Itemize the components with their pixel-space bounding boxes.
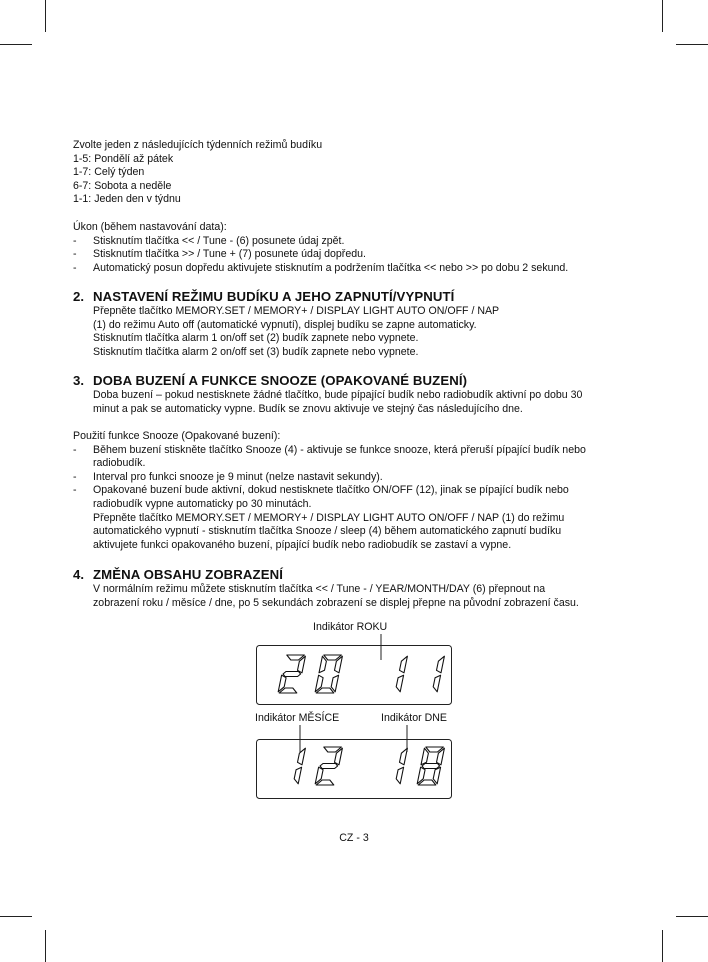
- lcd-digit: [417, 747, 444, 785]
- lcd-segment-b: [400, 748, 408, 765]
- text-line: 1-7: Celý týden: [73, 166, 145, 179]
- text-line: 1-1: Jeden den v týdnu: [73, 193, 181, 206]
- text-line: zobrazení roku / měsíce / dne, po 5 sekundách zobrazení se displej přepne na původní zobrazení času.: [93, 596, 579, 609]
- text-line: Přepněte tlačítko MEMORY.SET / MEMORY+ / DISPLAY LIGHT AUTO ON/OFF / NAP (1) do režimu: [93, 511, 565, 524]
- month-indicator-label: Indikátor MĚSÍCE: [255, 712, 340, 724]
- lcd-segment-c: [396, 675, 403, 692]
- list-item: - Stisknutím tlačítka << / Tune - (6) posunete údaj zpět.: [73, 234, 345, 247]
- lcd-segment-e: [315, 767, 323, 784]
- text-line: Úkon (během nastavování data):: [73, 221, 227, 233]
- lcd-segment-c: [433, 675, 440, 692]
- lcd-segment-c: [331, 675, 338, 692]
- text-line: Přepněte tlačítko MEMORY.SET / MEMORY+ / DISPLAY LIGHT AUTO ON/OFF / NAP: [93, 305, 500, 317]
- text-line: (1) do režimu Auto off (automatické vypnutí), displej budíku se zapne automaticky.: [93, 318, 477, 331]
- lcd-year-display: [256, 645, 452, 705]
- lcd-digit: [396, 656, 407, 692]
- text-line: aktivujete funkci opakovaného buzení, pípající budík nebo radiobudík se zastaví a vypne.: [93, 538, 512, 551]
- text-line: Použití funkce Snooze (Opakované buzení):: [73, 430, 281, 442]
- list-item: - Interval pro funkci snooze je 9 minut (nelze nastavit sekundy).: [73, 470, 383, 483]
- lcd-digit: [396, 748, 407, 784]
- section-heading: 4. ZMĚNA OBSAHU ZOBRAZENÍ: [73, 567, 283, 582]
- text-line: minut a pak se automaticky vypne. Budík se znovu aktivuje ve stejný čas následujícího dne.: [93, 402, 523, 415]
- list-item: - Během buzení stiskněte tlačítko Snooze (4) - aktivuje se funkce snooze, která přeruší pípající budík nebo: [73, 443, 586, 456]
- year-indicator-label: Indikátor ROKU: [313, 621, 388, 633]
- lcd-segment-b: [335, 656, 343, 673]
- lcd-segment-f: [421, 748, 428, 765]
- text-line: radiobudík vypne automaticky po 30 minutách.: [93, 497, 312, 510]
- lcd-digit: [433, 656, 444, 692]
- lcd-segment-b: [437, 748, 445, 765]
- list-item: - Stisknutím tlačítka >> / Tune + (7) posunete údaj dopředu.: [73, 248, 366, 261]
- lcd-digit: [278, 655, 305, 693]
- lcd-segment-b: [298, 656, 306, 673]
- text-line: Zvolte jeden z následujících týdenních režimů budíku: [73, 139, 323, 151]
- section-heading: 3. DOBA BUZENÍ A FUNKCE SNOOZE (OPAKOVANÉ BUZENÍ): [73, 373, 468, 388]
- lcd-segment-g: [422, 764, 440, 769]
- lcd-segment-b: [400, 656, 408, 673]
- day-indicator-label: Indikátor DNE: [381, 712, 447, 724]
- lcd-month-day-display: [256, 739, 452, 799]
- text-line: radiobudík.: [93, 457, 146, 470]
- lcd-digit: [294, 748, 305, 784]
- lcd-frame: [257, 740, 452, 799]
- lcd-segment-g: [320, 764, 338, 769]
- lcd-segment-e: [315, 675, 323, 692]
- lcd-segment-g: [283, 672, 301, 677]
- page-number: CZ - 3: [339, 832, 369, 844]
- lcd-segment-b: [437, 656, 445, 673]
- text-line: 6-7: Sobota a neděle: [73, 179, 172, 192]
- lcd-segment-b: [335, 748, 343, 765]
- text-line: Stisknutím tlačítka alarm 1 on/off set (2) budík zapnete nebo vypnete.: [93, 332, 419, 345]
- lcd-segment-e: [278, 675, 286, 692]
- lcd-segment-e: [417, 767, 425, 784]
- lcd-segment-b: [298, 748, 306, 765]
- lcd-segment-c: [294, 767, 301, 784]
- text-line: 1-5: Pondělí až pátek: [73, 152, 174, 165]
- lcd-segment-f: [319, 656, 326, 673]
- lcd-frame: [257, 646, 452, 705]
- list-item: - Automatický posun dopředu aktivujete stisknutím a podržením tlačítka << nebo >> po dobu 2 sekund.: [73, 261, 569, 274]
- lcd-segment-c: [396, 767, 403, 784]
- section-heading: 2. NASTAVENÍ REŽIMU BUDÍKU A JEHO ZAPNUTÍ/VYPNUTÍ: [73, 289, 455, 304]
- lcd-digit: [315, 655, 342, 693]
- text-line: Stisknutím tlačítka alarm 2 on/off set (3) budík zapnete nebo vypnete.: [93, 345, 419, 358]
- lcd-digit: [315, 747, 342, 785]
- text-line: Doba buzení – pokud nestisknete žádné tlačítko, bude pípající budík nebo radiobudík aktivní po dobu 30: [93, 389, 583, 401]
- text-line: V normálním režimu můžete stisknutím tlačítka << / Tune - / YEAR/MONTH/DAY (6) přepnout na: [93, 583, 546, 595]
- text-line: automatického vypnutí - stisknutím tlačítka Snooze / sleep (4) během automatického zapnutí budíku: [93, 525, 562, 538]
- lcd-segment-c: [433, 767, 440, 784]
- list-item: - Opakované buzení bude aktivní, dokud nestisknete tlačítko ON/OFF (12), jinak se pípající budík nebo: [73, 484, 569, 497]
